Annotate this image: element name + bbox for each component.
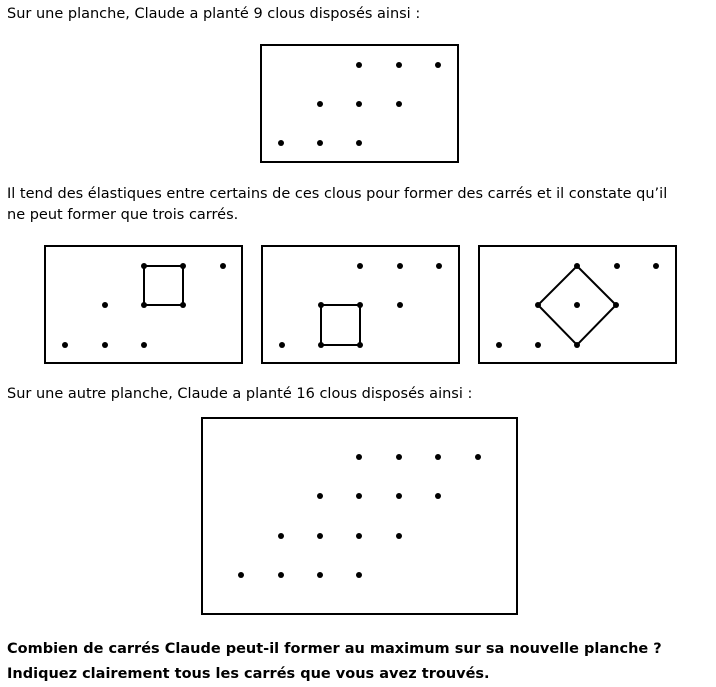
nail (356, 493, 362, 499)
board-frame (202, 418, 517, 614)
board-9-nails (261, 45, 458, 162)
example-square-1 (45, 246, 242, 363)
board-16-nails (202, 418, 517, 614)
nail (653, 263, 659, 269)
nail (102, 302, 108, 308)
nail (574, 302, 580, 308)
nail (435, 62, 441, 68)
nail (357, 263, 363, 269)
nail (613, 302, 619, 308)
nail (62, 342, 68, 348)
elastic-square (321, 305, 360, 345)
nail (396, 62, 402, 68)
example-square-2 (262, 246, 459, 363)
nail (396, 454, 402, 460)
nail (141, 342, 147, 348)
nail (356, 140, 362, 146)
nail (357, 342, 363, 348)
nail (317, 493, 323, 499)
nail (435, 454, 441, 460)
nail (397, 263, 403, 269)
statement-line-2: ne peut former que trois carrés. (7, 207, 239, 223)
instruction-text: Indiquez clairement tous les carrés que vous avez trouvés. (7, 666, 490, 682)
nail (318, 342, 324, 348)
nail (436, 263, 442, 269)
nail (317, 572, 323, 578)
nail (180, 263, 186, 269)
nail (238, 572, 244, 578)
nail (102, 342, 108, 348)
nail (574, 263, 580, 269)
nail (317, 533, 323, 539)
nail (356, 454, 362, 460)
nail (396, 101, 402, 107)
nail (397, 302, 403, 308)
nail (278, 140, 284, 146)
nail (180, 302, 186, 308)
nail (574, 342, 580, 348)
statement-line-1: Il tend des élastiques entre certains de ces clous pour former des carrés et il constate qu’il (7, 186, 668, 202)
question-text: Combien de carrés Claude peut-il former au maximum sur sa nouvelle planche ? (7, 641, 662, 657)
nail (317, 140, 323, 146)
second-board-intro: Sur une autre planche, Claude a planté 16 clous disposés ainsi : (7, 386, 473, 402)
nail (357, 302, 363, 308)
nail (475, 454, 481, 460)
nail (535, 342, 541, 348)
nail (356, 101, 362, 107)
nail (278, 533, 284, 539)
nail (141, 302, 147, 308)
nail (318, 302, 324, 308)
nail (356, 572, 362, 578)
nail (396, 533, 402, 539)
nail (435, 493, 441, 499)
example-square-3 (479, 246, 676, 363)
nail (141, 263, 147, 269)
nail (279, 342, 285, 348)
nail (396, 493, 402, 499)
nail (278, 572, 284, 578)
nail (614, 263, 620, 269)
nail (356, 533, 362, 539)
intro-text: Sur une planche, Claude a planté 9 clous disposés ainsi : (7, 6, 421, 22)
nail (356, 62, 362, 68)
nail (535, 302, 541, 308)
nail (317, 101, 323, 107)
nail (496, 342, 502, 348)
nail (220, 263, 226, 269)
elastic-square (144, 266, 183, 305)
